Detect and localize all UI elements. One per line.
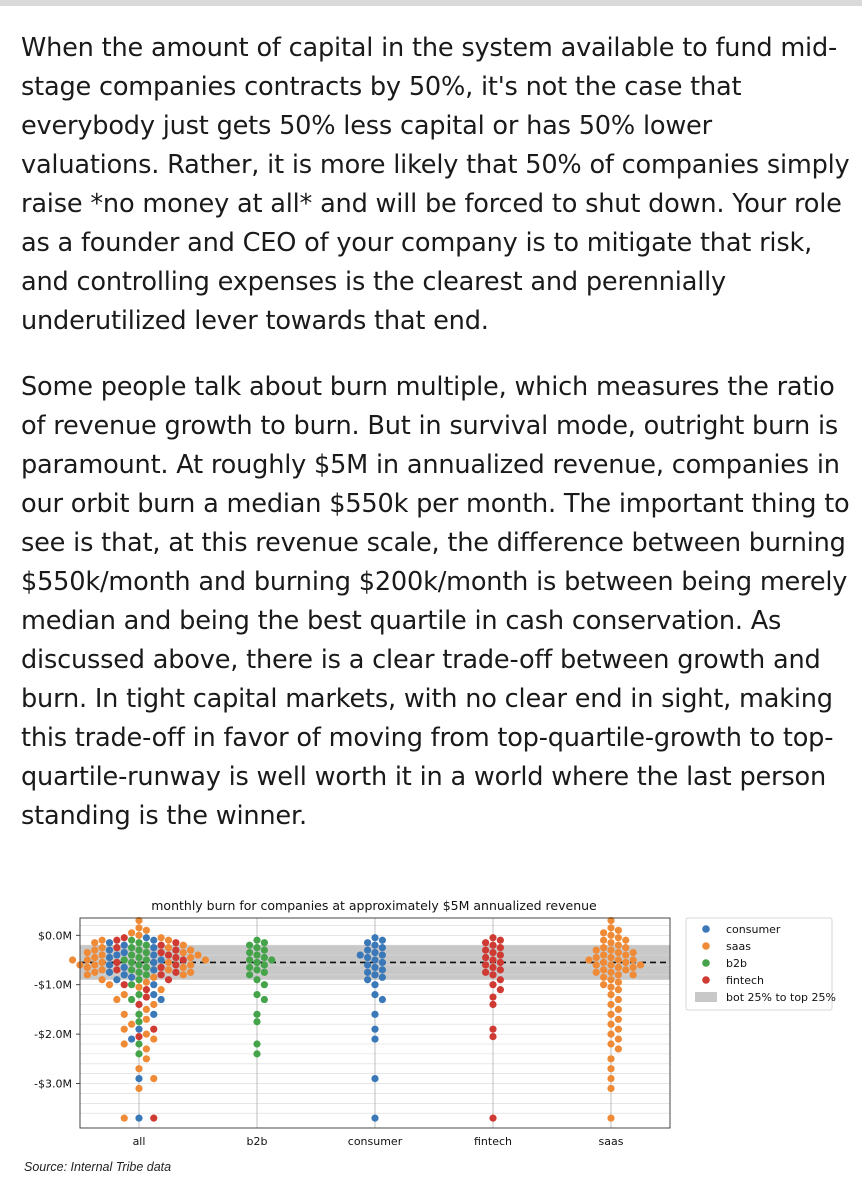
point-saas: [615, 964, 622, 971]
point-b2b: [135, 1040, 142, 1047]
point-fintech: [482, 939, 489, 946]
point-saas: [84, 971, 91, 978]
point-saas: [615, 1045, 622, 1052]
point-saas: [607, 1085, 614, 1092]
point-b2b: [135, 961, 142, 968]
point-fintech: [135, 1033, 142, 1040]
point-saas: [607, 991, 614, 998]
point-b2b: [128, 951, 135, 958]
point-saas: [135, 984, 142, 991]
point-saas: [135, 1065, 142, 1072]
point-saas: [615, 979, 622, 986]
point-fintech: [489, 971, 496, 978]
point-consumer: [371, 981, 378, 988]
point-b2b: [253, 1040, 260, 1047]
point-b2b: [253, 1050, 260, 1057]
point-b2b: [128, 937, 135, 944]
legend-marker-consumer: [702, 925, 710, 933]
point-saas: [128, 929, 135, 936]
point-saas: [607, 1001, 614, 1008]
point-saas: [135, 1085, 142, 1092]
point-saas: [143, 927, 150, 934]
point-saas: [600, 966, 607, 973]
point-consumer: [371, 991, 378, 998]
point-fintech: [497, 959, 504, 966]
point-b2b: [135, 1050, 142, 1057]
point-b2b: [135, 969, 142, 976]
point-fintech: [489, 981, 496, 988]
point-b2b: [261, 947, 268, 954]
point-saas: [99, 937, 106, 944]
point-fintech: [158, 971, 165, 978]
point-fintech: [482, 969, 489, 976]
point-b2b: [253, 1018, 260, 1025]
point-consumer: [150, 937, 157, 944]
point-saas: [99, 976, 106, 983]
point-consumer: [364, 961, 371, 968]
point-fintech: [135, 1001, 142, 1008]
point-b2b: [128, 959, 135, 966]
point-b2b: [261, 969, 268, 976]
legend-marker-b2b: [702, 959, 710, 967]
point-saas: [607, 1115, 614, 1122]
point-saas: [121, 1040, 128, 1047]
point-b2b: [143, 964, 150, 971]
point-fintech: [489, 949, 496, 956]
point-b2b: [253, 951, 260, 958]
point-saas: [607, 1021, 614, 1028]
point-saas: [607, 932, 614, 939]
point-consumer: [135, 1115, 142, 1122]
point-consumer: [113, 951, 120, 958]
point-saas: [113, 996, 120, 1003]
point-saas: [202, 956, 209, 963]
point-consumer: [150, 1011, 157, 1018]
point-saas: [143, 1055, 150, 1062]
point-consumer: [150, 981, 157, 988]
point-saas: [143, 979, 150, 986]
point-fintech: [150, 1026, 157, 1033]
point-saas: [121, 991, 128, 998]
point-consumer: [106, 954, 113, 961]
point-saas: [150, 1035, 157, 1042]
point-saas: [607, 947, 614, 954]
point-saas: [630, 971, 637, 978]
point-saas: [607, 954, 614, 961]
point-consumer: [357, 951, 364, 958]
point-consumer: [150, 944, 157, 951]
point-fintech: [180, 956, 187, 963]
point-consumer: [150, 966, 157, 973]
legend-marker-band: [695, 992, 717, 1002]
point-saas: [630, 956, 637, 963]
legend-label: b2b: [726, 957, 747, 970]
point-consumer: [150, 991, 157, 998]
point-consumer: [379, 944, 386, 951]
point-fintech: [489, 1026, 496, 1033]
legend-marker-fintech: [702, 976, 710, 984]
point-b2b: [246, 942, 253, 949]
point-saas: [630, 964, 637, 971]
point-saas: [180, 949, 187, 956]
point-saas: [607, 1031, 614, 1038]
point-consumer: [106, 939, 113, 946]
point-consumer: [150, 959, 157, 966]
point-fintech: [113, 959, 120, 966]
point-saas: [91, 969, 98, 976]
point-saas: [615, 927, 622, 934]
point-fintech: [172, 961, 179, 968]
point-saas: [607, 924, 614, 931]
point-fintech: [158, 949, 165, 956]
point-saas: [615, 996, 622, 1003]
point-b2b: [261, 996, 268, 1003]
y-tick-label: -$3.0M: [34, 1077, 72, 1091]
point-consumer: [135, 1075, 142, 1082]
point-consumer: [364, 976, 371, 983]
point-saas: [615, 942, 622, 949]
point-b2b: [128, 966, 135, 973]
point-saas: [607, 1065, 614, 1072]
point-fintech: [143, 993, 150, 1000]
point-b2b: [261, 981, 268, 988]
point-saas: [600, 974, 607, 981]
point-saas: [91, 961, 98, 968]
point-saas: [615, 956, 622, 963]
point-b2b: [128, 981, 135, 988]
point-fintech: [172, 954, 179, 961]
point-saas: [187, 947, 194, 954]
point-consumer: [113, 976, 120, 983]
point-consumer: [135, 1026, 142, 1033]
point-saas: [143, 1045, 150, 1052]
point-b2b: [143, 971, 150, 978]
point-saas: [158, 934, 165, 941]
point-saas: [600, 951, 607, 958]
point-saas: [165, 959, 172, 966]
point-consumer: [379, 937, 386, 944]
x-tick-label: consumer: [347, 1135, 403, 1148]
point-saas: [600, 937, 607, 944]
point-consumer: [106, 947, 113, 954]
point-saas: [143, 1031, 150, 1038]
point-saas: [615, 1035, 622, 1042]
legend-label: fintech: [726, 974, 765, 987]
point-saas: [607, 976, 614, 983]
point-consumer: [143, 934, 150, 941]
point-consumer: [364, 947, 371, 954]
point-b2b: [246, 956, 253, 963]
point-saas: [607, 1011, 614, 1018]
point-consumer: [364, 939, 371, 946]
point-consumer: [379, 959, 386, 966]
point-consumer: [106, 969, 113, 976]
point-saas: [637, 961, 644, 968]
point-b2b: [268, 956, 275, 963]
point-saas: [622, 959, 629, 966]
point-saas: [593, 947, 600, 954]
burn-swarm-plot: [0, 888, 862, 1188]
point-saas: [84, 949, 91, 956]
point-consumer: [371, 1115, 378, 1122]
point-saas: [615, 1016, 622, 1023]
point-saas: [622, 944, 629, 951]
point-saas: [622, 951, 629, 958]
point-b2b: [253, 944, 260, 951]
point-saas: [187, 954, 194, 961]
point-saas: [121, 1115, 128, 1122]
point-fintech: [482, 961, 489, 968]
point-saas: [91, 947, 98, 954]
point-b2b: [253, 937, 260, 944]
point-saas: [585, 956, 592, 963]
point-consumer: [371, 934, 378, 941]
point-fintech: [482, 954, 489, 961]
point-saas: [69, 956, 76, 963]
point-b2b: [135, 954, 142, 961]
point-b2b: [253, 959, 260, 966]
point-fintech: [489, 1115, 496, 1122]
point-b2b: [261, 939, 268, 946]
chart-title: monthly burn for companies at approximately $5M annualized revenue: [151, 898, 597, 913]
point-saas: [615, 949, 622, 956]
point-consumer: [371, 1035, 378, 1042]
point-saas: [615, 1006, 622, 1013]
point-fintech: [113, 944, 120, 951]
point-saas: [600, 959, 607, 966]
y-tick-label: -$1.0M: [34, 978, 72, 992]
point-b2b: [121, 956, 128, 963]
point-fintech: [165, 951, 172, 958]
point-saas: [150, 1075, 157, 1082]
point-b2b: [135, 1018, 142, 1025]
point-consumer: [371, 1026, 378, 1033]
point-b2b: [253, 1011, 260, 1018]
point-fintech: [121, 934, 128, 941]
point-saas: [600, 944, 607, 951]
point-saas: [165, 944, 172, 951]
x-tick-label: all: [132, 1135, 146, 1148]
point-saas: [121, 1011, 128, 1018]
point-consumer: [371, 1075, 378, 1082]
point-saas: [630, 949, 637, 956]
point-b2b: [135, 939, 142, 946]
point-fintech: [489, 956, 496, 963]
point-saas: [593, 969, 600, 976]
point-fintech: [172, 939, 179, 946]
point-saas: [135, 932, 142, 939]
x-tick-label: fintech: [473, 1135, 513, 1148]
point-b2b: [135, 1011, 142, 1018]
point-saas: [91, 939, 98, 946]
point-b2b: [246, 971, 253, 978]
point-saas: [121, 1026, 128, 1033]
point-saas: [99, 966, 106, 973]
point-saas: [622, 937, 629, 944]
point-b2b: [253, 991, 260, 998]
point-saas: [180, 942, 187, 949]
point-b2b: [253, 966, 260, 973]
point-saas: [99, 951, 106, 958]
point-consumer: [379, 966, 386, 973]
point-saas: [593, 961, 600, 968]
point-b2b: [128, 996, 135, 1003]
point-saas: [84, 956, 91, 963]
point-saas: [194, 951, 201, 958]
point-consumer: [364, 969, 371, 976]
legend-label: saas: [726, 940, 751, 953]
point-consumer: [128, 1035, 135, 1042]
point-saas: [84, 964, 91, 971]
point-saas: [165, 966, 172, 973]
point-consumer: [121, 971, 128, 978]
point-saas: [600, 929, 607, 936]
point-consumer: [371, 1011, 378, 1018]
point-saas: [135, 924, 142, 931]
source-note: Source: Internal Tribe data: [24, 1160, 172, 1174]
point-saas: [600, 981, 607, 988]
point-fintech: [482, 947, 489, 954]
point-consumer: [379, 951, 386, 958]
point-saas: [607, 939, 614, 946]
point-saas: [91, 954, 98, 961]
point-saas: [607, 969, 614, 976]
point-b2b: [261, 954, 268, 961]
point-saas: [615, 934, 622, 941]
point-saas: [99, 944, 106, 951]
y-tick-label: $0.0M: [38, 929, 72, 943]
point-consumer: [121, 949, 128, 956]
article-paragraph-1: When the amount of capital in the system available to fund mid-stage companies contracts by 50%, it's not the case that everybody just gets 50% less capital or has 50% lower valuations. Rather, it is more likely that 50% of companies simply raise *no money at all* and will be forced to shut down. Your role as a founder and CEO of your company is to mitigate that risk, and controlling expenses is the clearest and perennially underutilized lever towards that end.: [21, 33, 850, 336]
point-consumer: [128, 974, 135, 981]
point-fintech: [497, 951, 504, 958]
point-saas: [622, 966, 629, 973]
burn-chart: [0, 888, 862, 1188]
point-saas: [607, 984, 614, 991]
point-fintech: [158, 942, 165, 949]
point-saas: [187, 969, 194, 976]
point-fintech: [489, 934, 496, 941]
point-b2b: [135, 991, 142, 998]
point-saas: [128, 1021, 135, 1028]
point-saas: [165, 937, 172, 944]
point-saas: [607, 961, 614, 968]
point-saas: [607, 1055, 614, 1062]
point-fintech: [497, 986, 504, 993]
point-consumer: [121, 964, 128, 971]
point-fintech: [497, 976, 504, 983]
point-saas: [143, 1006, 150, 1013]
point-fintech: [489, 993, 496, 1000]
point-fintech: [489, 964, 496, 971]
point-saas: [593, 954, 600, 961]
y-tick-label: -$2.0M: [34, 1028, 72, 1042]
point-b2b: [143, 942, 150, 949]
point-consumer: [158, 996, 165, 1003]
point-consumer: [371, 971, 378, 978]
point-b2b: [128, 944, 135, 951]
point-b2b: [143, 956, 150, 963]
point-saas: [607, 1075, 614, 1082]
x-tick-label: b2b: [246, 1135, 268, 1148]
point-saas: [615, 971, 622, 978]
point-fintech: [489, 1033, 496, 1040]
point-fintech: [172, 947, 179, 954]
point-consumer: [371, 949, 378, 956]
point-consumer: [371, 964, 378, 971]
point-b2b: [135, 947, 142, 954]
point-consumer: [106, 961, 113, 968]
point-fintech: [143, 986, 150, 993]
point-b2b: [253, 976, 260, 983]
point-fintech: [113, 937, 120, 944]
point-consumer: [371, 942, 378, 949]
point-saas: [607, 1040, 614, 1047]
point-saas: [150, 974, 157, 981]
point-saas: [180, 971, 187, 978]
point-saas: [150, 1001, 157, 1008]
point-consumer: [379, 974, 386, 981]
legend-marker-saas: [702, 942, 710, 950]
point-saas: [99, 959, 106, 966]
point-consumer: [121, 942, 128, 949]
point-fintech: [165, 976, 172, 983]
point-fintech: [158, 964, 165, 971]
point-fintech: [497, 944, 504, 951]
point-fintech: [489, 942, 496, 949]
point-fintech: [497, 937, 504, 944]
point-saas: [143, 1016, 150, 1023]
x-tick-label: saas: [598, 1135, 624, 1148]
point-fintech: [113, 966, 120, 973]
point-b2b: [246, 949, 253, 956]
point-fintech: [121, 981, 128, 988]
article-paragraph-2: Some people talk about burn multiple, which measures the ratio of revenue growth to burn. But in survival mode, outright burn is paramount. At roughly $5M in annualized revenue, companies in our orbit burn a median $550k per month. The important thing to see is that, at this revenue scale, the difference between burning $550k/month and burning $200k/month is between being merely median and being the best quartile in cash conservation. As discussed above, there is a clear trade-off between growth and burn. In tight capital markets, with no clear end in sight, making this trade-off in favor of moving from top-quartile-growth to top-quartile-runway is well worth it in a world where the last person standing is the winner.: [21, 372, 850, 831]
point-fintech: [497, 966, 504, 973]
point-saas: [615, 986, 622, 993]
point-consumer: [364, 954, 371, 961]
point-saas: [187, 961, 194, 968]
point-consumer: [379, 996, 386, 1003]
point-saas: [180, 964, 187, 971]
legend-label: consumer: [726, 923, 781, 936]
point-fintech: [489, 1001, 496, 1008]
point-consumer: [158, 956, 165, 963]
point-saas: [106, 981, 113, 988]
point-b2b: [246, 964, 253, 971]
legend-label: bot 25% to top 25%: [726, 991, 836, 1004]
top-divider: [0, 0, 862, 6]
point-fintech: [150, 1115, 157, 1122]
point-saas: [158, 986, 165, 993]
point-b2b: [261, 961, 268, 968]
point-b2b: [135, 976, 142, 983]
point-fintech: [172, 969, 179, 976]
point-consumer: [371, 956, 378, 963]
point-saas: [615, 1026, 622, 1033]
point-b2b: [143, 949, 150, 956]
point-consumer: [150, 951, 157, 958]
